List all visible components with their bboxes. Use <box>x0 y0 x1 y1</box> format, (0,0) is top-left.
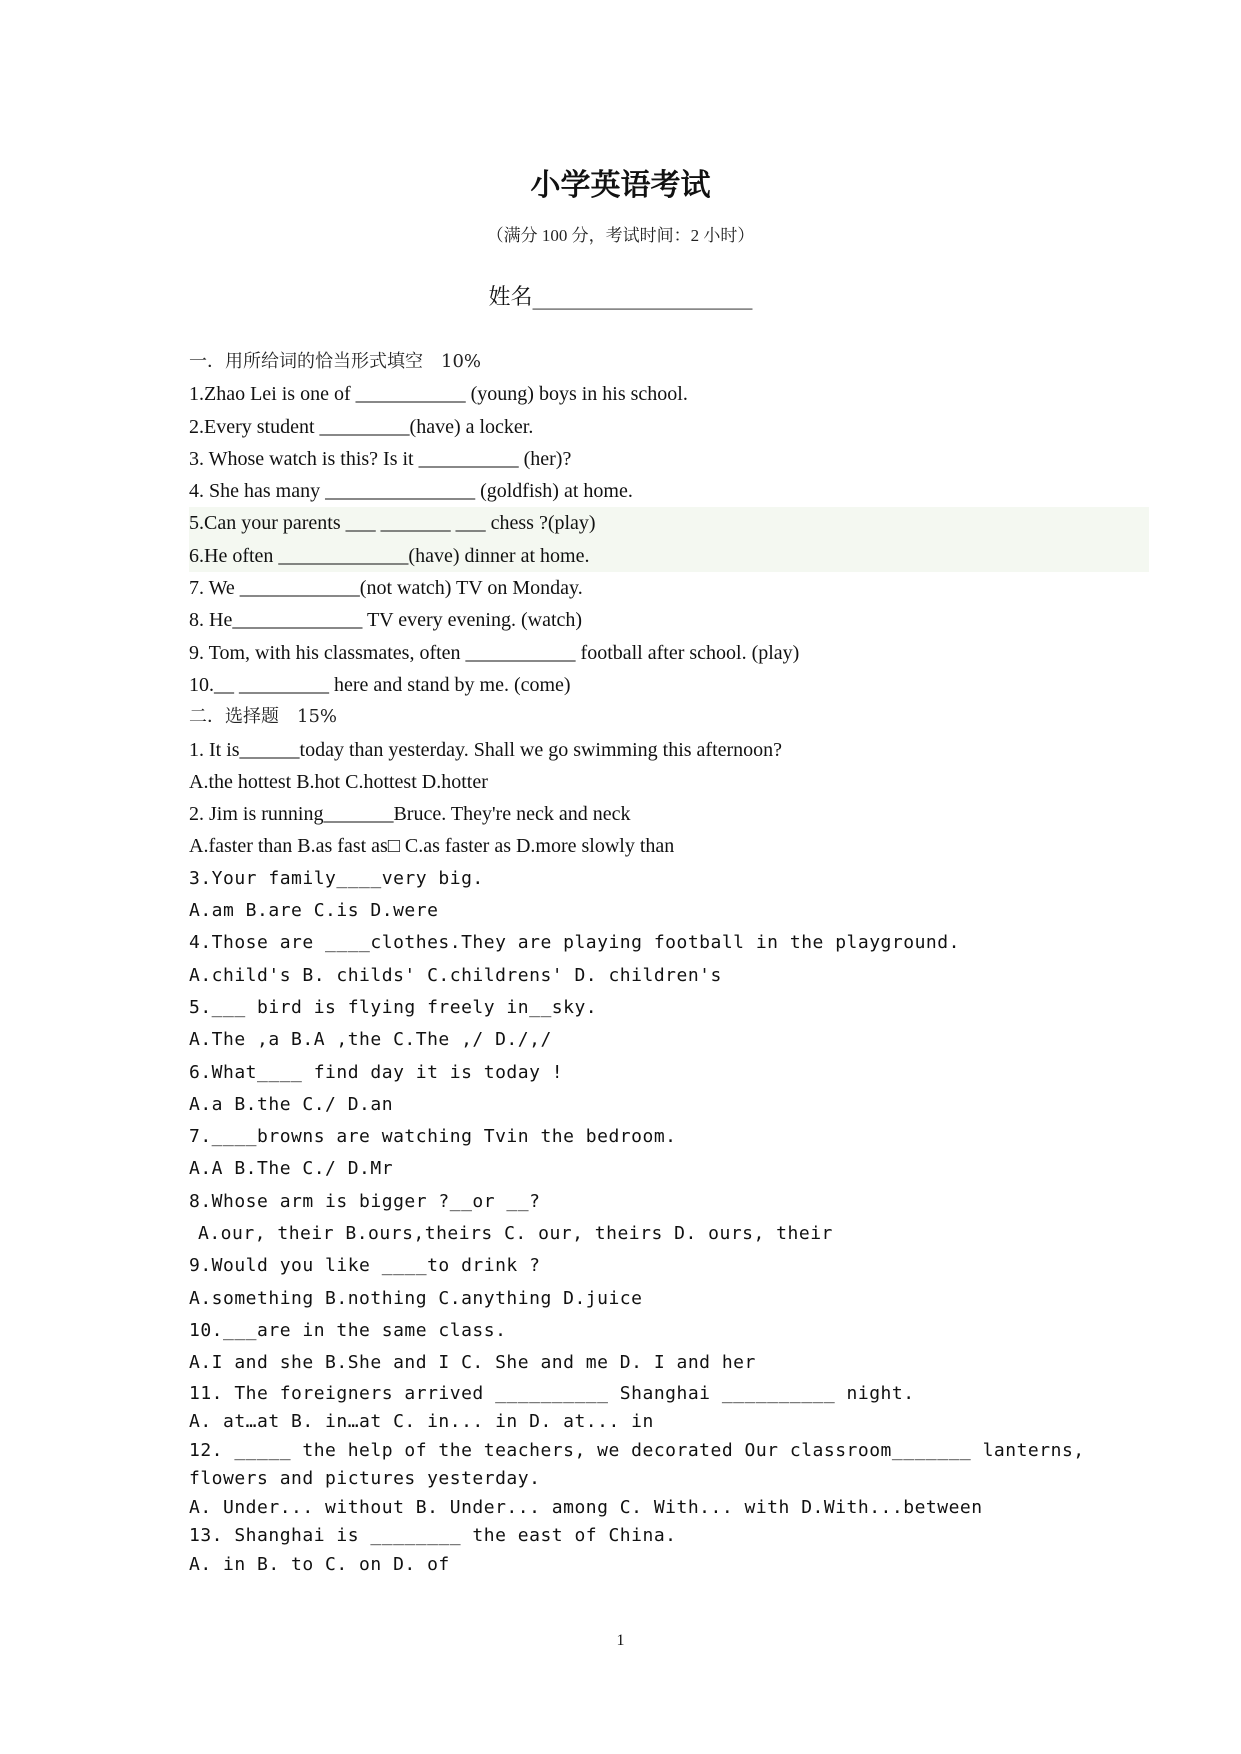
question-item: 2.Every student _________(have) a locker. <box>189 415 534 438</box>
question-item: 9.Would you like ____to drink ? <box>189 1255 541 1277</box>
question-item: 13. Shanghai is ________ the east of China. <box>189 1525 677 1546</box>
question-item: 6.What____ find day it is today ! <box>189 1061 564 1083</box>
answer-options: A.the hottest B.hot C.hottest D.hotter <box>189 770 488 793</box>
answer-options: A.something B.nothing C.anything D.juice <box>189 1287 643 1309</box>
question-item: 11. The foreigners arrived __________ Shanghai __________ night. <box>189 1382 915 1404</box>
question-item: 1.Zhao Lei is one of ___________ (young) boys in his school. <box>189 383 688 406</box>
answer-options: A.am B.are C.is D.were <box>189 900 439 922</box>
exam-subtitle: （满分 100 分，考试时间：2 小时） <box>486 226 755 245</box>
question-item: 10.__ _________ here and stand by me. (come) <box>189 673 571 696</box>
question-item: 6.He often _____________(have) dinner at home. <box>189 540 1149 572</box>
student-name-line: 姓名____________________ <box>488 285 753 310</box>
answer-options: A.I and she B.She and I C. She and me D. I and her <box>189 1352 756 1374</box>
section-heading: 二．选择题 15% <box>189 706 338 728</box>
answer-options: A.The ,a B.A ,the C.The ,/ D./,/ <box>189 1029 552 1051</box>
question-item: 4.Those are ____clothes.They are playing football in the playground. <box>189 932 960 954</box>
question-continuation: flowers and pictures yesterday. <box>189 1468 541 1489</box>
answer-options: A.child's B. childs' C.childrens' D. children's <box>189 964 722 986</box>
question-item: 5.Can your parents ___ _______ ___ chess ?(play) <box>189 507 1149 539</box>
question-item: 4. She has many _______________ (goldfish) at home. <box>189 480 633 503</box>
question-item: 3. Whose watch is this? Is it __________ (her)? <box>189 447 572 470</box>
answer-options: A.a B.the C./ D.an <box>189 1093 394 1115</box>
question-item: 1. It is______today than yesterday. Shall we go swimming this afternoon? <box>189 738 783 761</box>
question-item: 7.____browns are watching Tvin the bedroom. <box>189 1126 677 1148</box>
section-heading: 一．用所给词的恰当形式填空 10% <box>189 351 482 372</box>
question-item: 10.___are in the same class. <box>189 1319 507 1341</box>
answer-options: A. Under... without B. Under... among C. With... with D.With...between <box>189 1496 983 1518</box>
exam-title: 小学英语考试 <box>530 168 711 203</box>
question-item: 2. Jim is running_______Bruce. They're neck and neck <box>189 803 631 826</box>
question-item: 9. Tom, with his classmates, often ___________ football after school. (play) <box>189 641 800 664</box>
question-item: 12. _____ the help of the teachers, we decorated Our classroom_______ lanterns, <box>189 1439 1085 1461</box>
answer-options: A. at…at B. in…at C. in... in D. at... in <box>189 1411 654 1432</box>
answer-options: A.A B.The C./ D.Mr <box>189 1158 394 1180</box>
question-item: 8.Whose arm is bigger ?__or __? <box>189 1190 541 1212</box>
answer-options: A.our, their B.ours,theirs C. our, theirs D. ours, their <box>198 1223 833 1245</box>
exam-body <box>189 346 1085 1579</box>
answer-options: A.faster than B.as fast as□ C.as faster as D.more slowly than <box>189 835 675 858</box>
question-item: 3.Your family____very big. <box>189 867 484 889</box>
answer-options: A. in B. to C. on D. of <box>189 1553 450 1575</box>
question-item: 8. He_____________ TV every evening. (watch) <box>189 609 583 632</box>
question-item: 5.___ bird is flying freely in__sky. <box>189 996 598 1018</box>
page-number: 1 <box>616 1632 625 1649</box>
question-item: 7. We ____________(not watch) TV on Monday. <box>189 577 583 600</box>
